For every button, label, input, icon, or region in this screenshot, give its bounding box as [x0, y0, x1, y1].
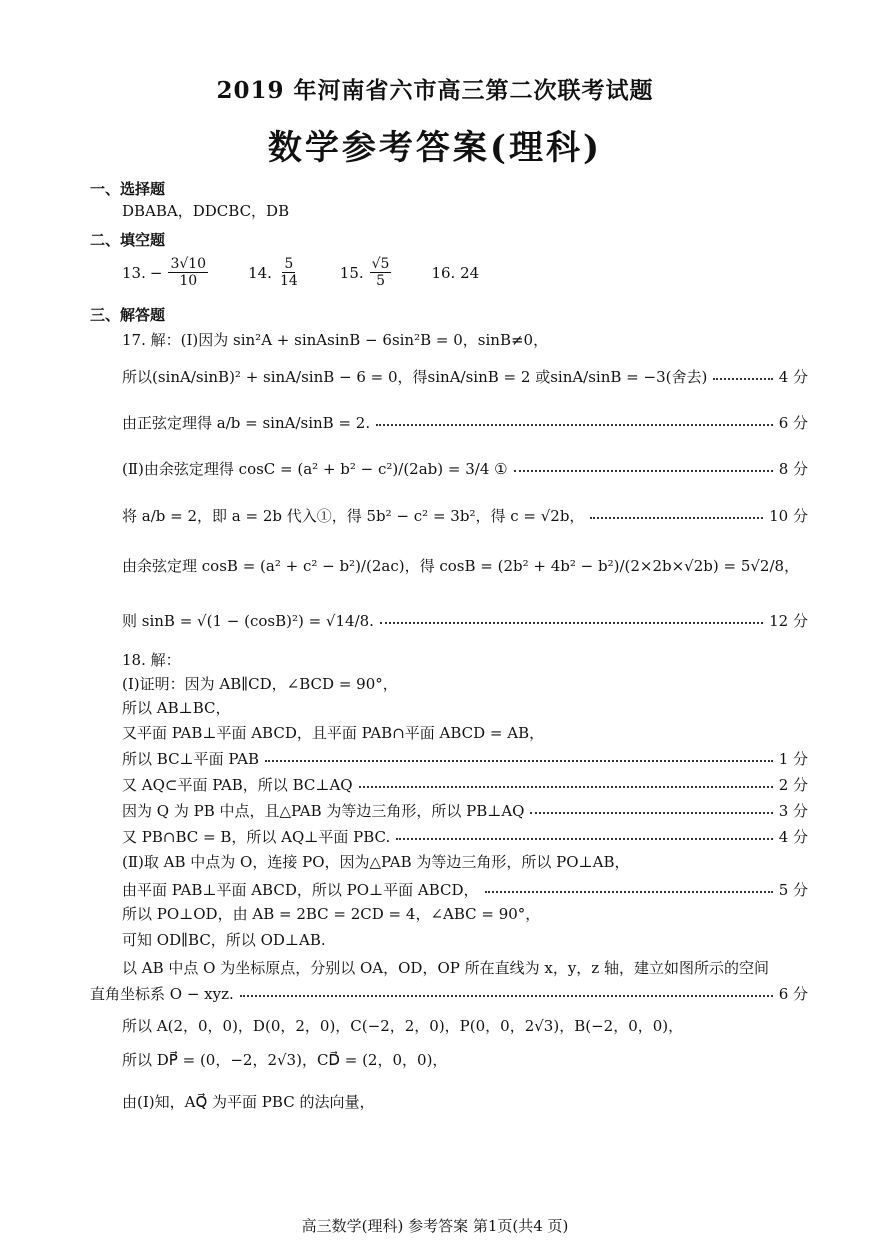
- exam-title: 2019 年河南省六市高三第二次联考试题: [216, 77, 654, 104]
- q17-line-1: 17. 解：(Ⅰ)因为 sin²A + sinAsinB − 6sin²B = 0，sinB≠0，: [122, 331, 549, 349]
- q13-sign: −: [149, 263, 163, 282]
- q18-line-6: 因为 Q 为 PB 中点，且△PAB 为等边三角形，所以 PB⊥AQ 3 分: [122, 802, 808, 820]
- q17-line-5: 将 a/b = 2，即 a = 2b 代入①，得 5b² − c² = 3b²，得 c = √2b， 10 分: [122, 507, 808, 525]
- q14-label: 14.: [248, 263, 272, 282]
- q18-line-8: (Ⅱ)取 AB 中点为 O，连接 PO，因为△PAB 为等边三角形，所以 PO⊥AB，: [122, 853, 630, 871]
- q18-heading: 18. 解：: [122, 651, 181, 669]
- q18-line-1: (Ⅰ)证明：因为 AB∥CD，∠BCD = 90°，: [122, 675, 398, 693]
- q16-answer: 16. 24: [431, 263, 480, 282]
- section-fill-in-heading: 二、填空题: [90, 231, 166, 249]
- q18-line-11: 可知 OD∥BC，所以 OD⊥AB.: [122, 931, 326, 949]
- page-footer: 高三数学(理科) 参考答案 第1页(共4 页): [301, 1217, 569, 1235]
- q18-line-5: 又 AQ⊂平面 PAB，所以 BC⊥AQ 2 分: [122, 776, 808, 794]
- q17-line-4: (Ⅱ)由余弦定理得 cosC = (a² + b² − c²)/(2ab) = 3/4 ① 8 分: [122, 460, 808, 478]
- q18-line-2: 所以 AB⊥BC，: [122, 699, 231, 717]
- q14-fraction: $\frac{5}{14}$: [279, 256, 298, 289]
- multiple-choice-answers: DBABA，DDCBC，DB: [122, 202, 290, 220]
- section-solutions-heading: 三、解答题: [90, 306, 166, 324]
- q18-line-3: 又平面 PAB⊥平面 ABCD，且平面 PAB∩平面 ABCD = AB，: [122, 724, 545, 742]
- q18-line-12: 以 AB 中点 O 为坐标原点，分别以 OA，OD，OP 所在直线为 x，y，z 轴，建立如图所示的空间: [122, 959, 769, 977]
- section-multiple-choice-heading: 一、选择题: [90, 180, 166, 198]
- q18-line-13: 直角坐标系 O − xyz. 6 分: [90, 985, 808, 1003]
- q15-label: 15.: [339, 263, 364, 282]
- q18-line-10: 所以 PO⊥OD，由 AB = 2BC = 2CD = 4，∠ABC = 90°，: [122, 905, 541, 923]
- q18-line-4: 所以 BC⊥平面 PAB 1 分: [122, 750, 808, 768]
- fill-in-answers: [122, 256, 479, 289]
- q17-line-7: 则 sinB = √(1 − (cosB)²) = √14/8. 12 分: [122, 612, 808, 630]
- q17-line-6: 由余弦定理 cosB = (a² + c² − b²)/(2ac)，得 cosB = (2b² + 4b² − b²)/(2×2b×√2b) = 5√2/8，: [122, 557, 800, 575]
- q18-line-16: 由(Ⅰ)知，AQ⃗ 为平面 PBC 的法向量，: [122, 1093, 375, 1111]
- q13-fraction: $\frac{3√10}{10}$: [170, 256, 207, 289]
- q13-label: 13.: [122, 263, 146, 282]
- answer-key-title: 数学参考答案(理科): [267, 128, 603, 168]
- q17-line-2: 所以(sinA/sinB)² + sinA/sinB − 6 = 0，得sinA/sinB = 2 或sinA/sinB = −3(舍去) 4 分: [122, 368, 808, 386]
- q18-line-14: 所以 A(2，0，0)，D(0，2，0)，C(−2，2，0)，P(0，0，2√3)，B(−2，0，0)，: [122, 1017, 684, 1035]
- q15-fraction: $\frac{√5}{5}$: [371, 256, 390, 289]
- q18-line-7: 又 PB∩BC = B，所以 AQ⊥平面 PBC. 4 分: [122, 828, 808, 846]
- q18-line-9: 由平面 PAB⊥平面 ABCD，所以 PO⊥平面 ABCD， 5 分: [122, 881, 808, 899]
- q17-line-3: 由正弦定理得 a/b = sinA/sinB = 2. 6 分: [122, 414, 808, 432]
- q18-line-15: 所以 DP⃗ = (0，−2，2√3)，CD⃗ = (2，0，0)，: [122, 1051, 448, 1069]
